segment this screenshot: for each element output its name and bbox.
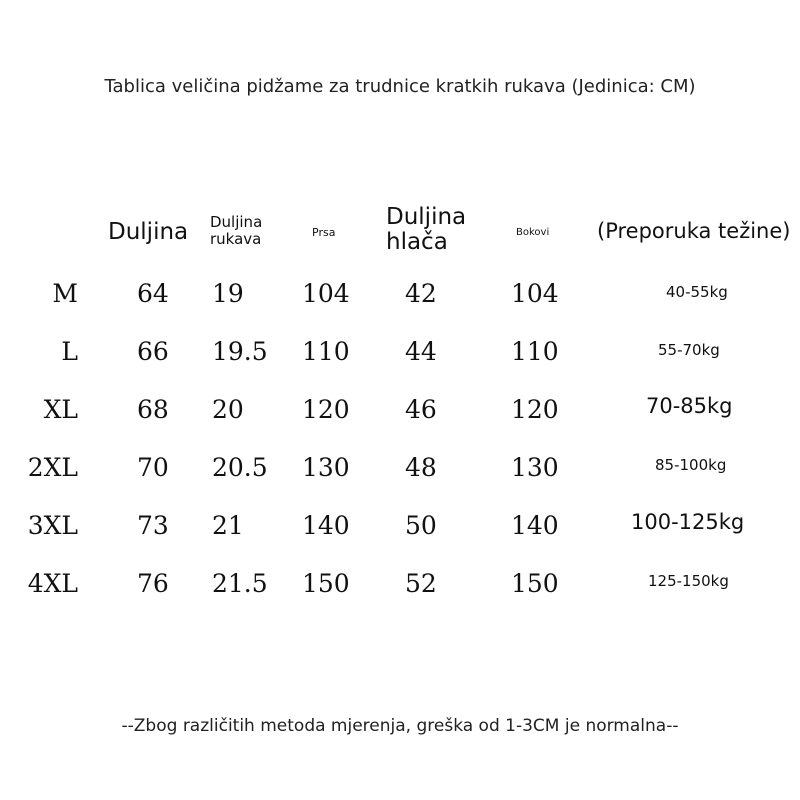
size-cell: 4XL (27, 569, 78, 598)
chest-cell: 140 (302, 511, 350, 540)
sleeve-cell: 21.5 (212, 569, 268, 598)
sleeve-cell: 19 (212, 279, 244, 308)
length-cell: 66 (137, 337, 169, 366)
chart-title: Tablica veličina pidžame za trudnice kratkih rukava (Jedinica: CM) (104, 76, 696, 97)
chest-cell: 130 (302, 453, 350, 482)
header-pants-length (386, 205, 466, 256)
length-cell: 70 (137, 453, 169, 482)
hips-cell: 110 (511, 337, 559, 366)
weight-cell: 125-150kg (648, 572, 729, 590)
pants-cell: 52 (405, 569, 437, 598)
chest-cell: 150 (302, 569, 350, 598)
weight-cell: 100-125kg (631, 510, 745, 534)
length-cell: 68 (137, 395, 169, 424)
sleeve-cell: 20.5 (212, 453, 268, 482)
header-sleeve-line2: rukava (210, 229, 262, 248)
size-cell: L (61, 337, 78, 366)
size-cell: 2XL (27, 453, 78, 482)
length-cell: 76 (137, 569, 169, 598)
weight-cell: 70-85kg (646, 394, 733, 418)
header-weight-recommendation: (Preporuka težine) (597, 219, 791, 243)
header-hips: Bokovi (516, 227, 550, 238)
header-sleeve-length (210, 214, 262, 247)
weight-cell: 40-55kg (666, 283, 728, 301)
table-row (0, 337, 800, 377)
size-cell: 3XL (27, 511, 78, 540)
table-row (0, 279, 800, 319)
pants-cell: 46 (405, 395, 437, 424)
pants-cell: 42 (405, 279, 437, 308)
hips-cell: 130 (511, 453, 559, 482)
weight-cell: 85-100kg (655, 456, 727, 474)
header-length: Duljina (108, 219, 189, 245)
hips-cell: 104 (511, 279, 559, 308)
sleeve-cell: 20 (212, 395, 244, 424)
sleeve-cell: 19.5 (212, 337, 268, 366)
length-cell: 64 (137, 279, 169, 308)
table-row (0, 395, 800, 435)
pants-cell: 44 (405, 337, 437, 366)
size-cell: XL (43, 395, 78, 424)
hips-cell: 120 (511, 395, 559, 424)
chest-cell: 104 (302, 279, 350, 308)
measurement-note: --Zbog različitih metoda mjerenja, greška od 1-3CM je normalna-- (121, 716, 679, 736)
table-row (0, 511, 800, 551)
hips-cell: 150 (511, 569, 559, 598)
pants-cell: 50 (405, 511, 437, 540)
pants-cell: 48 (405, 453, 437, 482)
header-chest: Prsa (312, 226, 336, 239)
header-sleeve-line1: Duljina (210, 213, 263, 231)
chest-cell: 110 (302, 337, 350, 366)
table-row (0, 569, 800, 609)
size-cell: M (52, 279, 78, 308)
sleeve-cell: 21 (212, 511, 244, 540)
header-pants-line2: hlača (386, 229, 448, 256)
table-row (0, 453, 800, 493)
length-cell: 73 (137, 511, 169, 540)
chest-cell: 120 (302, 395, 350, 424)
header-pants-line1: Duljina (386, 204, 467, 230)
weight-cell: 55-70kg (658, 341, 720, 359)
hips-cell: 140 (511, 511, 559, 540)
